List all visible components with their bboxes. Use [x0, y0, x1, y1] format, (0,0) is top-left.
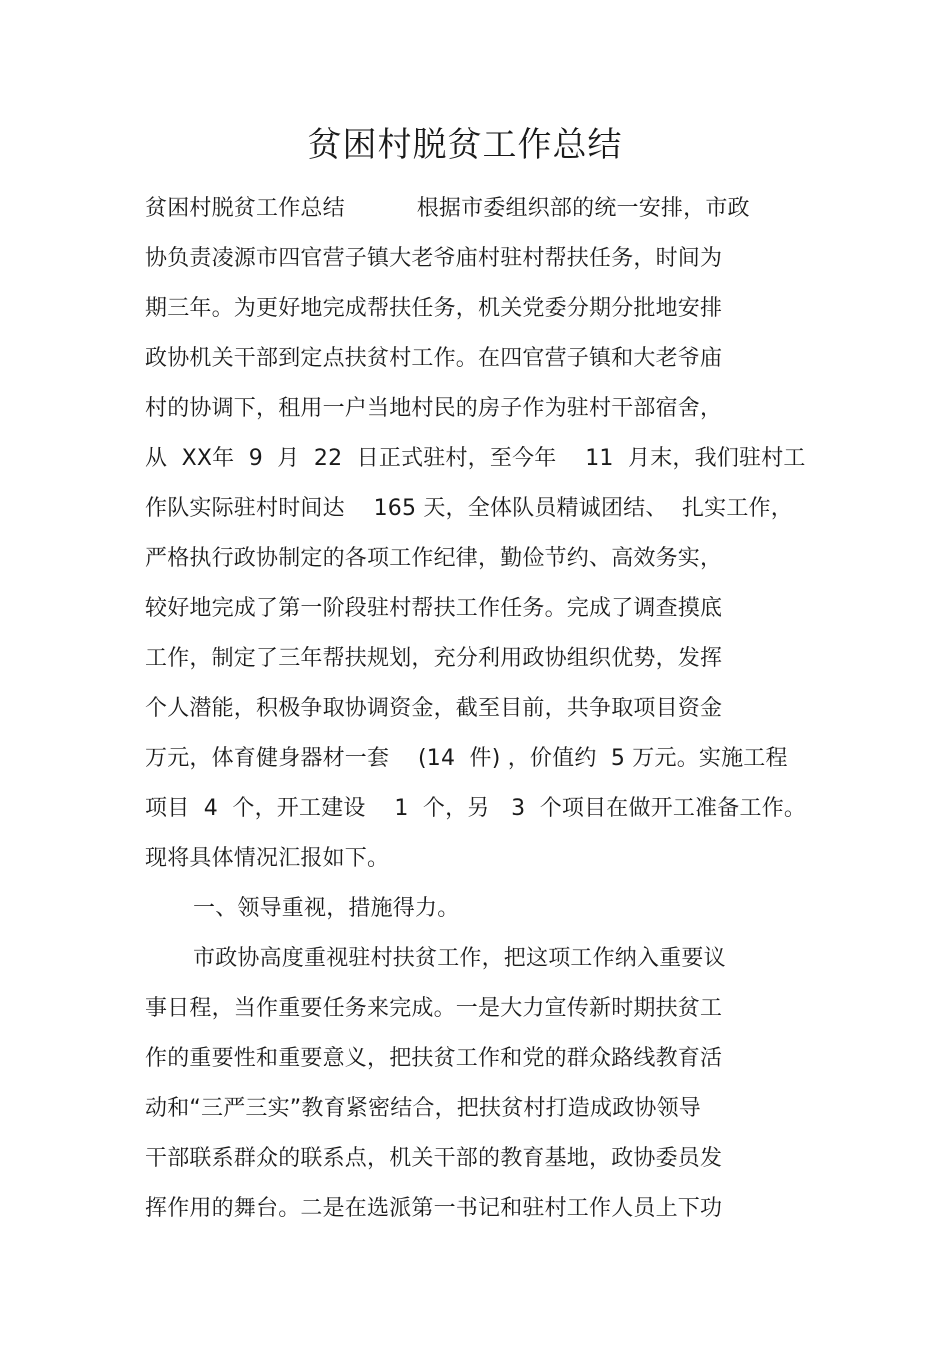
- paragraph-line: 从 XX年 9 月 22 日正式驻村，至今年 11 月末，我们驻村工: [145, 446, 806, 471]
- paragraph-line: 严格执行政协制定的各项工作纪律，勤俭节约、高效务实，: [145, 546, 723, 571]
- paragraph-line: 政协机关干部到定点扶贫村工作。在四官营子镇和大老爷庙: [145, 346, 723, 371]
- document-title: 贫困村脱贫工作总结: [307, 125, 623, 165]
- paragraph-line: 现将具体情况汇报如下。: [145, 846, 390, 871]
- paragraph-line: 工作，制定了三年帮扶规划，充分利用政协组织优势，发挥: [145, 646, 723, 671]
- paragraph-line: 较好地完成了第一阶段驻村帮扶工作任务。完成了调查摸底: [145, 596, 723, 621]
- paragraph-line: 村的协调下，租用一户当地村民的房子作为驻村干部宿舍，: [145, 396, 723, 421]
- paragraph-line: 干部联系群众的联系点，机关干部的教育基地，政协委员发: [145, 1146, 723, 1171]
- section-heading: 一、领导重视，措施得力。: [193, 896, 460, 921]
- paragraph-line: 万元，体育健身器材一套 (14 件) ，价值约 5 万元。实施工程: [145, 746, 788, 771]
- paragraph-line: 市政协高度重视驻村扶贫工作，把这项工作纳入重要议: [193, 946, 726, 971]
- paragraph-line: 事日程，当作重要任务来完成。一是大力宣传新时期扶贫工: [145, 996, 723, 1021]
- paragraph-line: 作的重要性和重要意义，把扶贫工作和党的群众路线教育活: [145, 1046, 723, 1071]
- paragraph-line: 期三年。为更好地完成帮扶任务，机关党委分期分批地安排: [145, 296, 723, 321]
- paragraph-line: 项目 4 个，开工建设 1 个，另 3 个项目在做开工准备工作。: [145, 796, 807, 821]
- document-body: [145, 188, 805, 1238]
- paragraph-line: 作队实际驻村时间达 165 天，全体队员精诚团结、 扎实工作，: [145, 496, 793, 521]
- paragraph-line: 个人潜能，积极争取协调资金，截至目前，共争取项目资金: [145, 696, 723, 721]
- paragraph-line: 协负责凌源市四官营子镇大老爷庙村驻村帮扶任务，时间为: [145, 246, 723, 271]
- paragraph-line: 动和“三严三实”教育紧密结合，把扶贫村打造成政协领导: [145, 1096, 701, 1121]
- paragraph-line: 贫困村脱贫工作总结 根据市委组织部的统一安排，市政: [145, 196, 750, 221]
- paragraph-line: 挥作用的舞台。二是在选派第一书记和驻村工作人员上下功: [145, 1196, 723, 1221]
